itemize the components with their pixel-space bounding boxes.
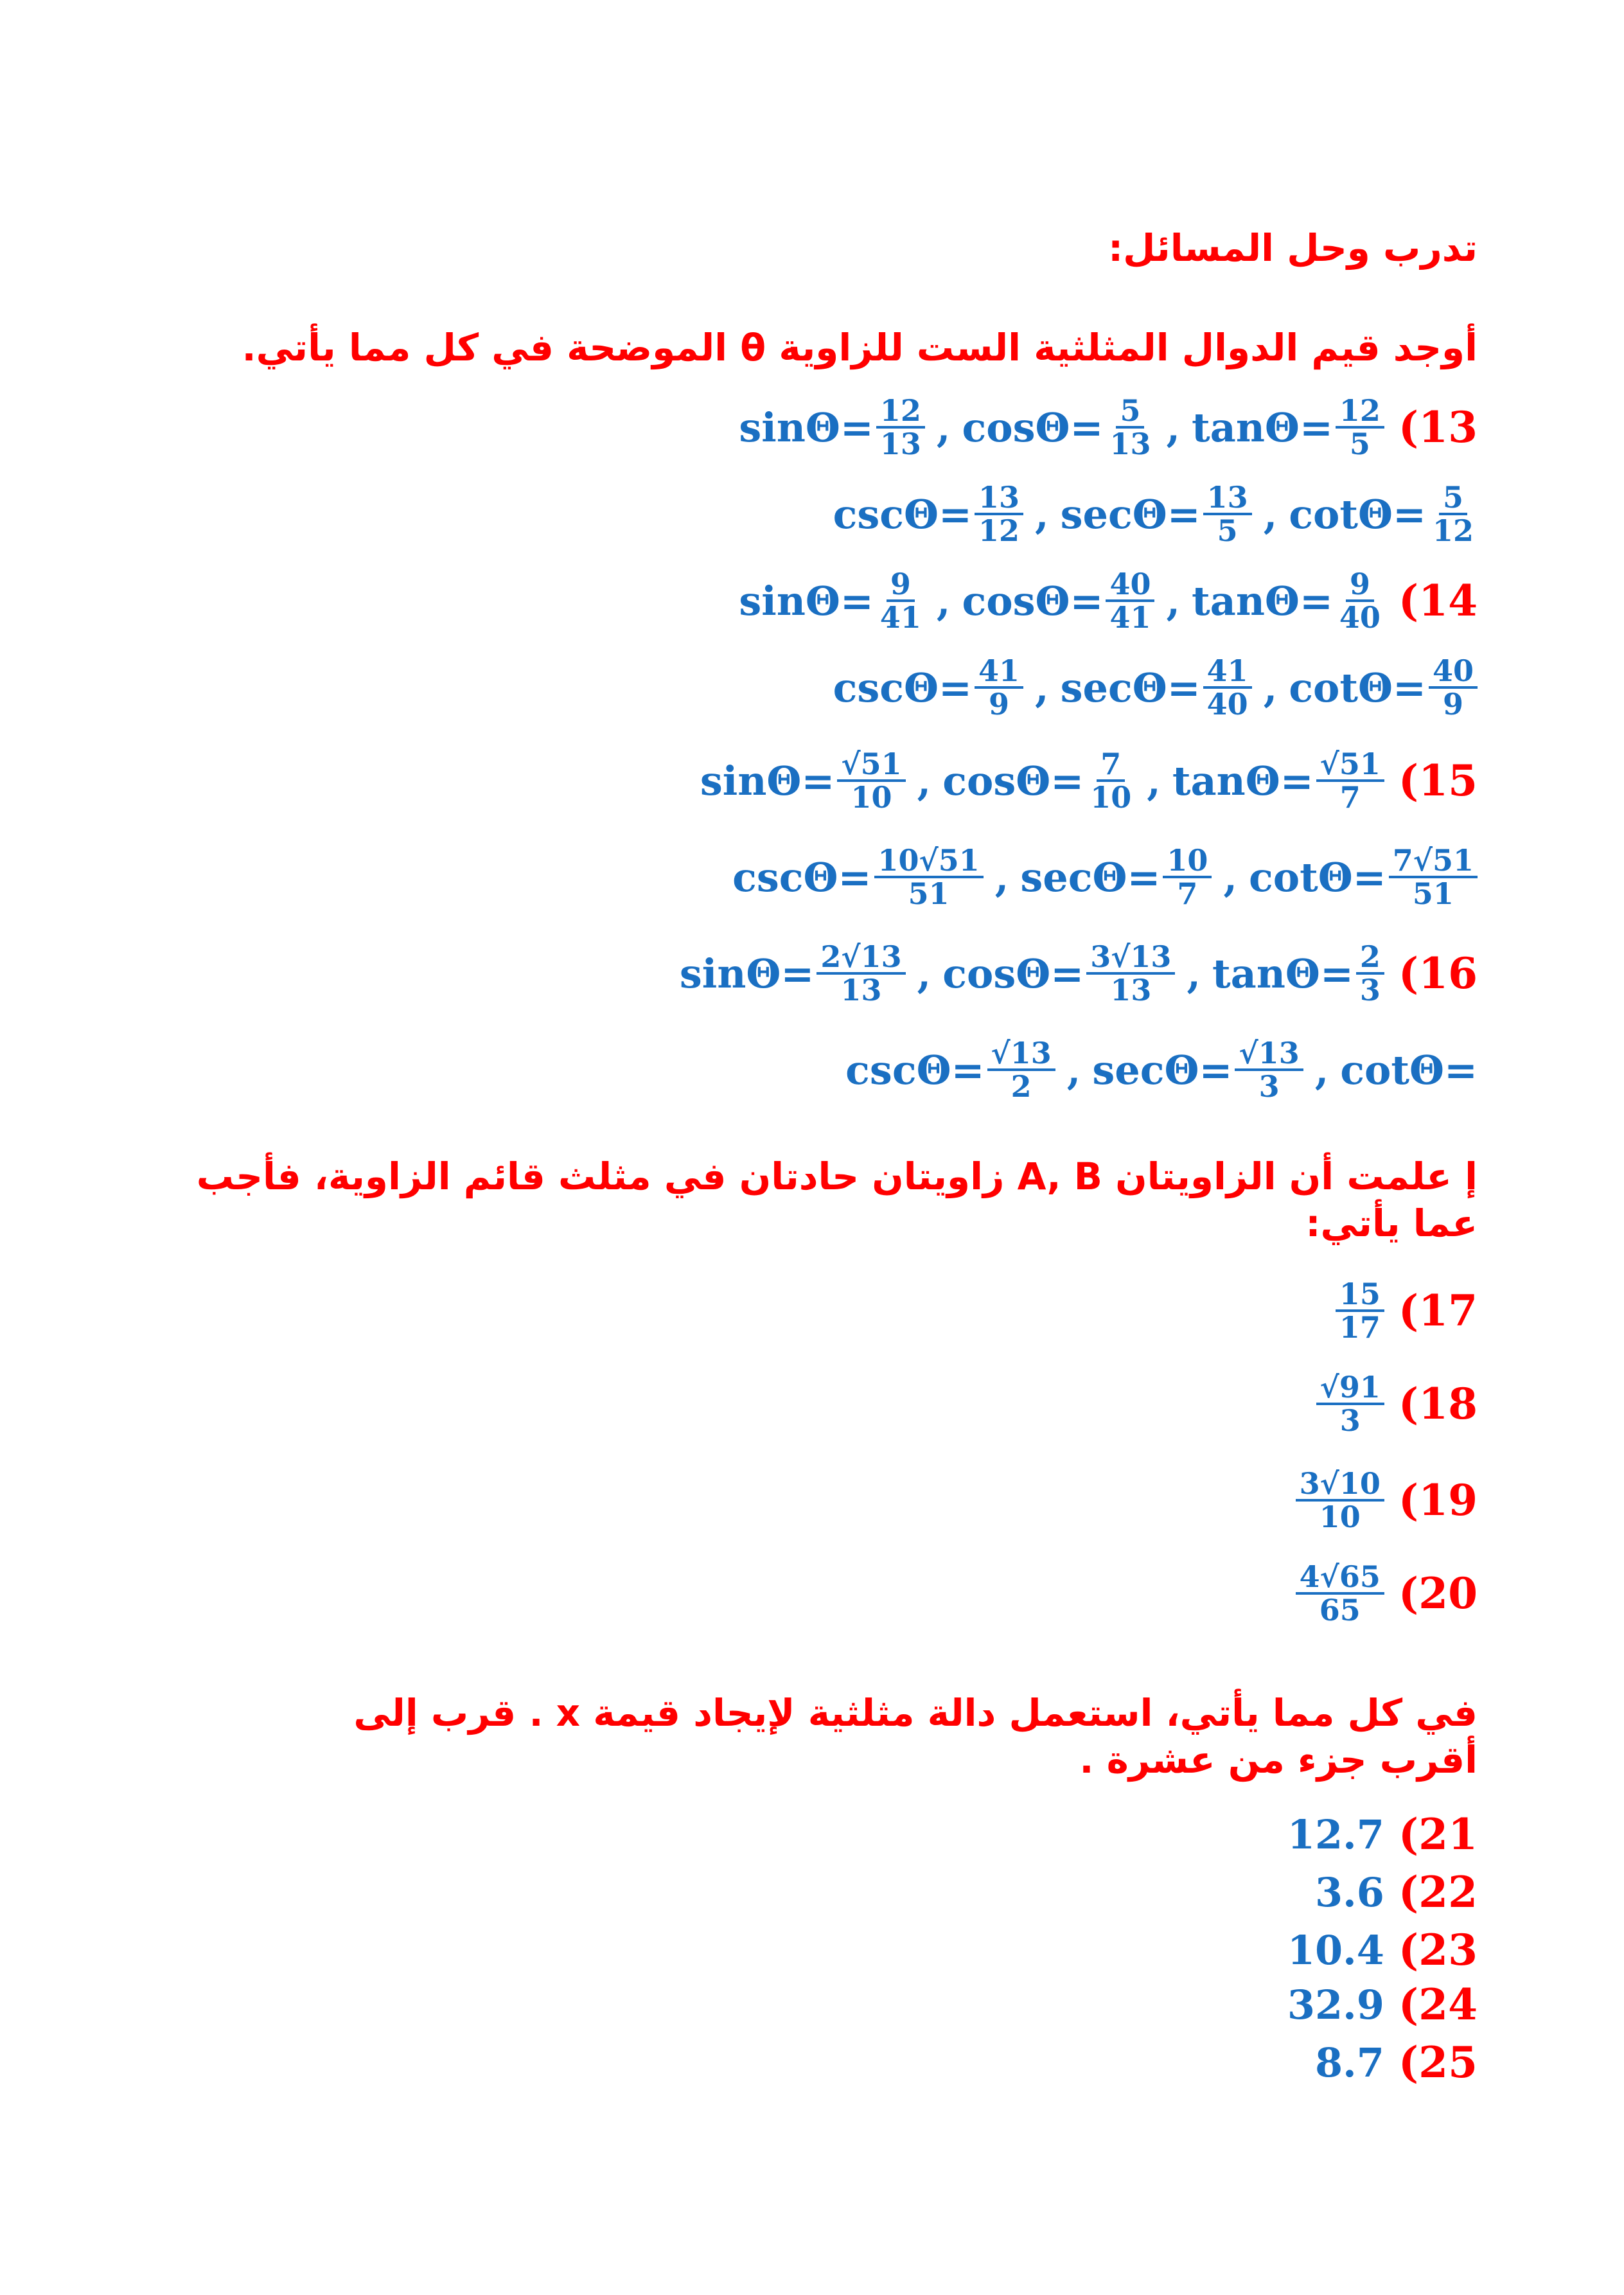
numerator: √13 xyxy=(987,1038,1055,1071)
denominator: 13 xyxy=(840,973,882,1007)
numerator: √51 xyxy=(1316,749,1384,782)
answer-line xyxy=(1293,1552,1478,1635)
trig-term xyxy=(942,941,1175,1006)
fraction xyxy=(1336,395,1384,460)
comma-separator: , xyxy=(1035,664,1049,711)
comma-separator: , xyxy=(1314,1046,1329,1094)
denominator: 41 xyxy=(879,600,921,635)
comma-separator: , xyxy=(1066,1046,1081,1094)
numerator: 10 xyxy=(1163,845,1212,878)
trig-term xyxy=(1061,655,1252,720)
denominator: 51 xyxy=(908,876,949,911)
answer-value: 12.7 xyxy=(1287,1811,1384,1858)
denominator: 40 xyxy=(1206,687,1248,722)
fraction xyxy=(1316,1369,1384,1438)
trig-term xyxy=(1172,746,1384,815)
function-name: cotΘ= xyxy=(1249,853,1386,901)
denominator: 3 xyxy=(1339,1403,1361,1438)
fraction xyxy=(1389,842,1478,911)
function-name: secΘ= xyxy=(1092,1046,1233,1094)
denominator: 51 xyxy=(1412,876,1454,911)
fraction xyxy=(975,655,1023,720)
function-name: secΘ= xyxy=(1060,490,1201,538)
fraction xyxy=(975,479,1023,548)
trig-terms xyxy=(833,655,1478,720)
denominator: 3 xyxy=(1359,973,1381,1007)
function-name: sinΘ= xyxy=(739,403,874,451)
trig-terms xyxy=(845,1035,1478,1104)
section2-instruction: إ علمت أن الزاويتان A, B زاويتان حادتان في مثلث قائم الزاوية، فأجب عما يأتي: xyxy=(196,1155,1478,1245)
fraction xyxy=(876,566,925,635)
problem-number: (18 xyxy=(1398,1379,1478,1429)
numerator: 7 xyxy=(1097,749,1125,782)
numerator: 9 xyxy=(887,569,915,602)
denominator: 7 xyxy=(1177,876,1198,911)
trig-term xyxy=(700,746,906,815)
denominator: 3 xyxy=(1258,1069,1280,1104)
comma-separator: , xyxy=(1223,853,1238,901)
numerator: 10√51 xyxy=(874,845,984,878)
problem-number: (25 xyxy=(1398,2037,1478,2087)
trig-term xyxy=(680,941,906,1006)
answer-line xyxy=(1315,2034,1478,2091)
numerator: 7√51 xyxy=(1389,845,1478,878)
problem-number: (22 xyxy=(1398,1867,1478,1917)
numerator: 3√13 xyxy=(1086,941,1175,975)
trig-line xyxy=(845,1028,1478,1112)
numerator: 2 xyxy=(1356,941,1384,975)
denominator: 9 xyxy=(989,687,1010,722)
numerator: 40 xyxy=(1429,655,1478,689)
fraction xyxy=(876,395,925,460)
fraction xyxy=(1203,655,1252,720)
fraction xyxy=(1086,746,1135,815)
fraction xyxy=(837,746,905,815)
trig-term xyxy=(1192,395,1384,460)
comma-separator: , xyxy=(1187,950,1201,997)
trig-line xyxy=(739,559,1478,642)
trig-term xyxy=(739,395,925,460)
trig-term xyxy=(962,566,1154,635)
trig-term xyxy=(1340,1047,1478,1094)
numerator: 2√13 xyxy=(816,941,905,975)
numerator: 13 xyxy=(975,482,1023,515)
fraction xyxy=(1316,746,1384,815)
function-name: cosΘ= xyxy=(962,577,1104,625)
trig-term xyxy=(833,479,1023,548)
trig-line xyxy=(833,472,1478,556)
function-name: cscΘ= xyxy=(845,1046,985,1094)
fraction xyxy=(874,842,984,911)
answer-value: 8.7 xyxy=(1315,2039,1384,2086)
comma-separator: , xyxy=(936,577,951,625)
denominator: 17 xyxy=(1339,1310,1381,1345)
trig-term xyxy=(1060,479,1252,548)
numerator: 9 xyxy=(1346,569,1374,602)
numerator: 4√65 xyxy=(1296,1561,1384,1595)
problem-number: (19 xyxy=(1398,1475,1478,1525)
function-name: tanΘ= xyxy=(1192,577,1333,625)
trig-term xyxy=(1212,941,1384,1006)
numerator: 41 xyxy=(975,655,1023,689)
numerator: 13 xyxy=(1203,482,1252,515)
trig-term xyxy=(1020,842,1212,911)
numerator: √91 xyxy=(1316,1372,1384,1405)
trig-term xyxy=(1289,655,1478,720)
trig-term xyxy=(845,1035,1055,1104)
problem-number: (23 xyxy=(1398,1925,1478,1975)
comma-separator: , xyxy=(1147,757,1161,804)
fraction xyxy=(987,1035,1055,1104)
fraction xyxy=(1296,1468,1384,1533)
numerator: 12 xyxy=(1336,395,1384,429)
trig-term xyxy=(732,842,984,911)
numerator: 5 xyxy=(1116,395,1144,429)
denominator: 5 xyxy=(1349,427,1370,461)
function-name: sinΘ= xyxy=(700,757,835,804)
fraction xyxy=(1086,941,1175,1006)
section-heading: تدرب وحل المسائل: xyxy=(1108,226,1478,270)
fraction xyxy=(1429,655,1478,720)
answer-line xyxy=(1293,1458,1478,1542)
numerator: 41 xyxy=(1203,655,1252,689)
denominator: 10 xyxy=(851,780,892,815)
function-name: secΘ= xyxy=(1060,664,1201,711)
problem-number: (20 xyxy=(1398,1568,1478,1618)
function-name: cotΘ= xyxy=(1340,1046,1478,1094)
answer-line xyxy=(1287,1805,1478,1863)
denominator: 10 xyxy=(1090,780,1132,815)
answer-line xyxy=(1333,1269,1478,1352)
trig-line xyxy=(739,385,1478,469)
numerator: 15 xyxy=(1336,1279,1384,1312)
comma-separator: , xyxy=(917,950,931,997)
denominator: 13 xyxy=(1110,973,1152,1007)
answer-line xyxy=(1315,1863,1478,1921)
denominator: 7 xyxy=(1339,780,1361,815)
problem-number: (21 xyxy=(1398,1809,1478,1859)
numerator: √13 xyxy=(1235,1038,1303,1071)
comma-separator: , xyxy=(1166,403,1181,451)
fraction xyxy=(816,941,905,1006)
fraction xyxy=(1429,479,1478,548)
function-name: cscΘ= xyxy=(833,664,972,711)
denominator: 2 xyxy=(1011,1069,1032,1104)
answer-value: 32.9 xyxy=(1287,1981,1384,2028)
function-name: tanΘ= xyxy=(1192,403,1333,451)
fraction xyxy=(1163,842,1212,911)
denominator: 5 xyxy=(1217,513,1238,548)
denominator: 12 xyxy=(1432,513,1474,548)
problem-number: (17 xyxy=(1398,1286,1478,1336)
numerator: 3√10 xyxy=(1296,1468,1384,1502)
trig-line xyxy=(833,646,1478,729)
trig-terms xyxy=(739,395,1384,460)
trig-term xyxy=(1289,479,1478,548)
trig-term xyxy=(1249,842,1478,911)
function-name: cosΘ= xyxy=(942,950,1084,997)
trig-terms xyxy=(680,941,1384,1006)
trig-line xyxy=(680,932,1478,1015)
denominator: 12 xyxy=(978,513,1020,548)
denominator: 13 xyxy=(1109,427,1151,461)
function-name: sinΘ= xyxy=(739,577,874,625)
fraction xyxy=(1235,1035,1303,1104)
numerator: √51 xyxy=(837,749,905,782)
comma-separator: , xyxy=(917,757,931,804)
fraction xyxy=(1106,566,1154,635)
trig-term xyxy=(1192,566,1384,635)
function-name: secΘ= xyxy=(1020,853,1161,901)
answer-line xyxy=(1287,1921,1478,1979)
section1-instruction: أوجد قيم الدوال المثلثية الست للزاوية θ الموضحة في كل مما يأتي. xyxy=(242,326,1478,369)
denominator: 41 xyxy=(1109,600,1151,635)
function-name: tanΘ= xyxy=(1212,950,1354,997)
denominator: 10 xyxy=(1319,1500,1361,1534)
problem-number: (16 xyxy=(1398,948,1478,998)
trig-term xyxy=(833,655,1023,720)
trig-term xyxy=(739,566,925,635)
problem-number: (15 xyxy=(1398,756,1478,806)
comma-separator: , xyxy=(1166,577,1181,625)
comma-separator: , xyxy=(936,403,951,451)
answer-line xyxy=(1287,1976,1478,2034)
denominator: 9 xyxy=(1442,687,1463,722)
denominator: 13 xyxy=(879,427,921,461)
comma-separator: , xyxy=(1035,490,1049,538)
function-name: cscΘ= xyxy=(732,853,872,901)
fraction xyxy=(1203,479,1252,548)
fraction xyxy=(1356,941,1384,1006)
trig-line xyxy=(700,739,1478,822)
problem-number: (13 xyxy=(1398,402,1478,452)
comma-separator: , xyxy=(994,853,1009,901)
fraction xyxy=(1336,566,1384,635)
trig-terms xyxy=(739,566,1384,635)
numerator: 12 xyxy=(876,395,925,429)
trig-terms xyxy=(700,746,1384,815)
function-name: cotΘ= xyxy=(1289,664,1426,711)
trig-terms xyxy=(732,842,1478,911)
trig-term xyxy=(942,746,1135,815)
function-name: cosΘ= xyxy=(962,403,1104,451)
denominator: 40 xyxy=(1339,600,1381,635)
function-name: cosΘ= xyxy=(942,757,1084,804)
fraction xyxy=(1296,1561,1384,1626)
comma-separator: , xyxy=(1263,490,1278,538)
numerator: 40 xyxy=(1106,569,1154,602)
function-name: cotΘ= xyxy=(1289,490,1426,538)
function-name: sinΘ= xyxy=(679,950,815,997)
comma-separator: , xyxy=(1263,664,1278,711)
trig-line xyxy=(732,835,1478,919)
fraction xyxy=(1106,395,1154,460)
function-name: tanΘ= xyxy=(1172,757,1314,804)
answer-value: 3.6 xyxy=(1315,1868,1384,1916)
answer-line xyxy=(1314,1362,1478,1446)
answer-value: 10.4 xyxy=(1287,1926,1384,1974)
problem-number: (24 xyxy=(1398,1980,1478,2030)
trig-terms xyxy=(833,479,1478,548)
function-name: cscΘ= xyxy=(833,490,972,538)
trig-term xyxy=(962,395,1154,460)
problem-number: (14 xyxy=(1398,576,1478,626)
section3-instruction: في كل مما يأتي، استعمل دالة مثلثية لإيجاد قيمة x . قرب إلى أقرب جزء من عشرة . xyxy=(353,1691,1478,1782)
fraction xyxy=(1336,1276,1384,1345)
trig-term xyxy=(1092,1035,1303,1104)
numerator: 5 xyxy=(1439,482,1467,515)
denominator: 65 xyxy=(1319,1593,1361,1627)
